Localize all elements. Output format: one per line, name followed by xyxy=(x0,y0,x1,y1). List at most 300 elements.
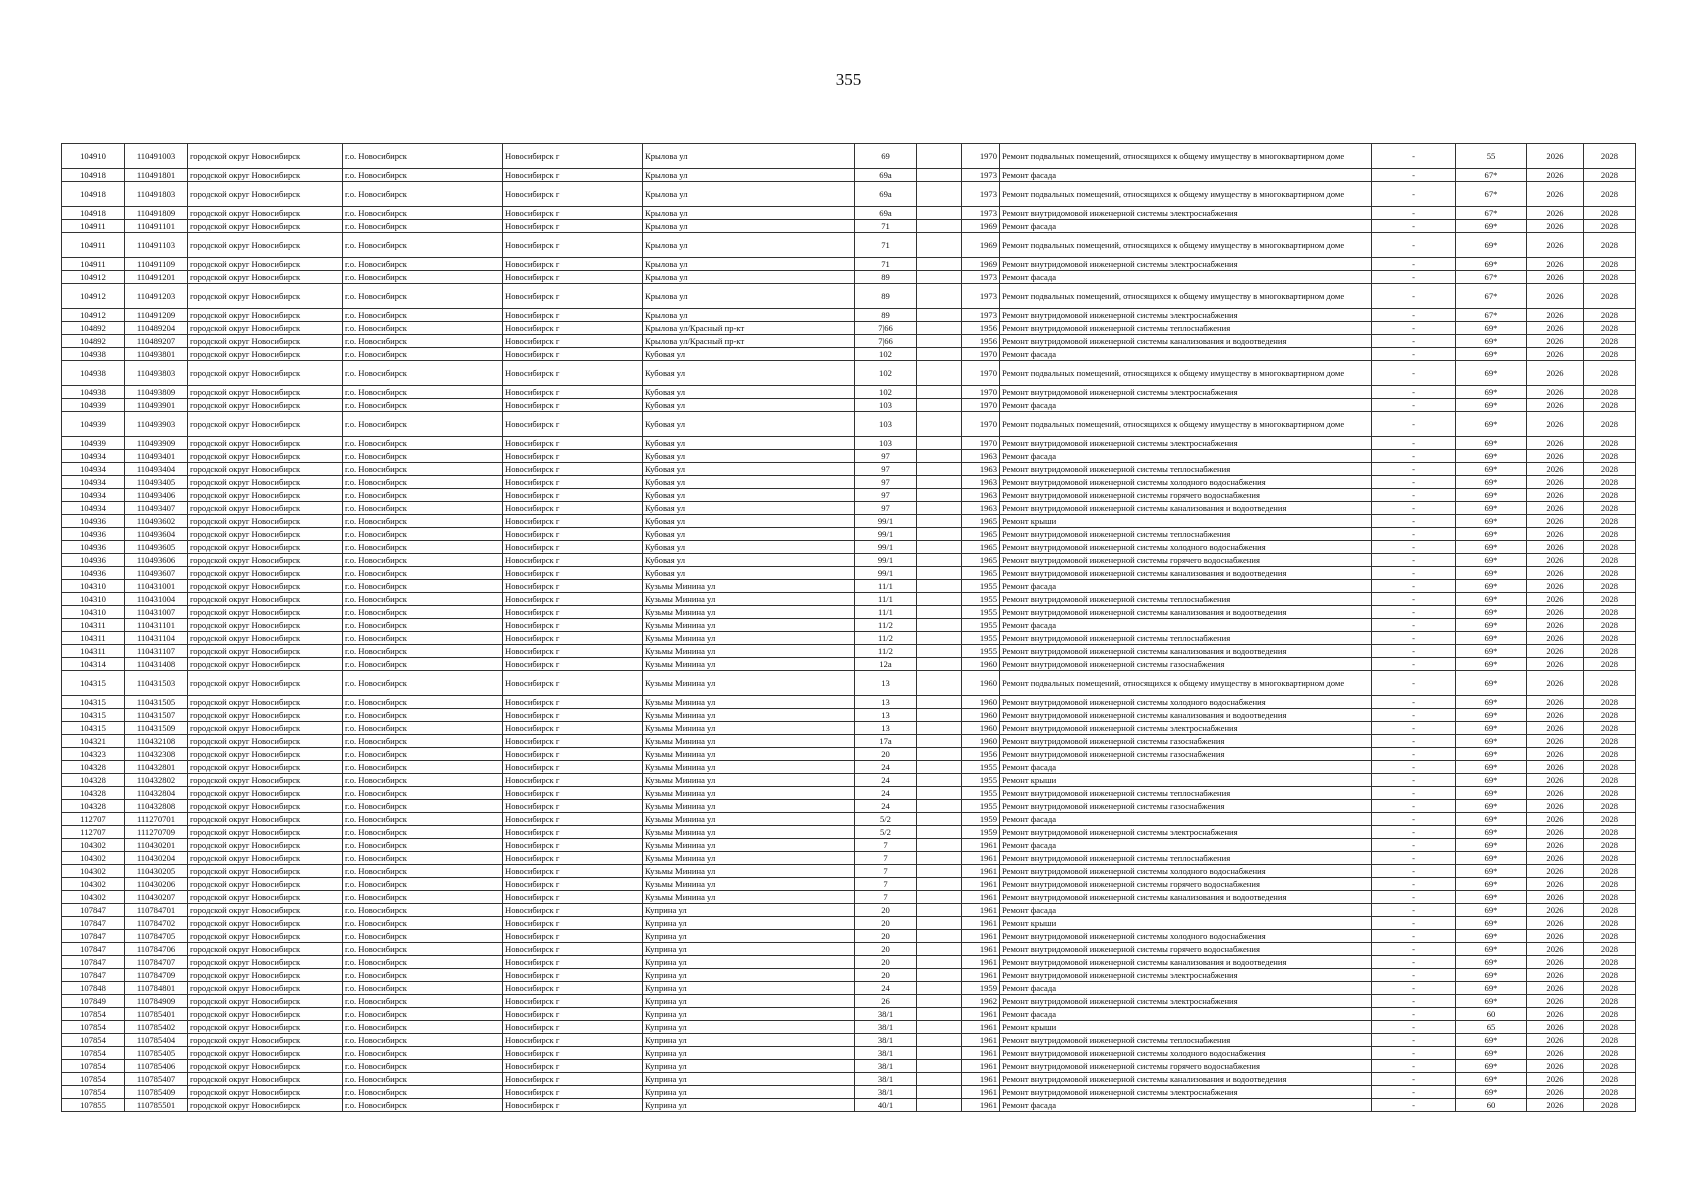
flag-cell: - xyxy=(1372,865,1456,878)
flag-cell: - xyxy=(1372,619,1456,632)
flag-cell: - xyxy=(1372,580,1456,593)
end-year-cell: 2028 xyxy=(1584,1034,1636,1047)
cost-cell: 69* xyxy=(1456,722,1527,735)
street-cell: Кузьмы Минина ул xyxy=(643,593,855,606)
street-cell: Кубовая ул xyxy=(643,437,855,450)
street-cell: Крылова ул xyxy=(643,169,855,182)
house-cell: 7 xyxy=(855,839,917,852)
building-cell xyxy=(917,309,962,322)
work-code-cell: 110431107 xyxy=(125,645,188,658)
flag-cell: - xyxy=(1372,1086,1456,1099)
house-cell: 97 xyxy=(855,450,917,463)
start-year-cell: 2026 xyxy=(1527,839,1584,852)
end-year-cell: 2028 xyxy=(1584,982,1636,995)
work-type-cell: Ремонт фасада xyxy=(1000,271,1372,284)
start-year-cell: 2026 xyxy=(1527,969,1584,982)
year-cell: 1955 xyxy=(962,787,1000,800)
work-code-cell: 110493607 xyxy=(125,567,188,580)
settlement-cell: г.о. Новосибирск xyxy=(343,220,503,233)
building-cell xyxy=(917,489,962,502)
city-cell: Новосибирск г xyxy=(503,322,643,335)
start-year-cell: 2026 xyxy=(1527,593,1584,606)
work-type-cell: Ремонт внутридомовой инженерной системы горячего водоснабжения xyxy=(1000,878,1372,891)
street-cell: Куприна ул xyxy=(643,1086,855,1099)
table-row xyxy=(62,207,1636,220)
building-cell xyxy=(917,930,962,943)
city-cell: Новосибирск г xyxy=(503,904,643,917)
year-cell: 1963 xyxy=(962,489,1000,502)
settlement-cell: г.о. Новосибирск xyxy=(343,554,503,567)
work-code-cell: 110432108 xyxy=(125,735,188,748)
table-row xyxy=(62,182,1636,207)
table-row xyxy=(62,233,1636,258)
city-cell: Новосибирск г xyxy=(503,169,643,182)
cost-cell: 69* xyxy=(1456,1060,1527,1073)
start-year-cell: 2026 xyxy=(1527,1060,1584,1073)
city-cell: Новосибирск г xyxy=(503,800,643,813)
building-cell xyxy=(917,182,962,207)
table-row xyxy=(62,567,1636,580)
street-cell: Куприна ул xyxy=(643,1034,855,1047)
cost-cell: 67* xyxy=(1456,284,1527,309)
settlement-cell: г.о. Новосибирск xyxy=(343,943,503,956)
end-year-cell: 2028 xyxy=(1584,528,1636,541)
work-code-cell: 110491809 xyxy=(125,207,188,220)
table-row xyxy=(62,852,1636,865)
municipality-cell: городской округ Новосибирск xyxy=(188,271,343,284)
year-cell: 1965 xyxy=(962,528,1000,541)
object-id-cell: 104912 xyxy=(62,284,125,309)
cost-cell: 69* xyxy=(1456,541,1527,554)
work-code-cell: 110493909 xyxy=(125,437,188,450)
work-code-cell: 110493602 xyxy=(125,515,188,528)
settlement-cell: г.о. Новосибирск xyxy=(343,580,503,593)
municipality-cell: городской округ Новосибирск xyxy=(188,632,343,645)
street-cell: Кузьмы Минина ул xyxy=(643,645,855,658)
city-cell: Новосибирск г xyxy=(503,761,643,774)
flag-cell: - xyxy=(1372,787,1456,800)
year-cell: 1965 xyxy=(962,515,1000,528)
house-cell: 26 xyxy=(855,995,917,1008)
city-cell: Новосибирск г xyxy=(503,658,643,671)
settlement-cell: г.о. Новосибирск xyxy=(343,852,503,865)
table-row xyxy=(62,722,1636,735)
municipality-cell: городской округ Новосибирск xyxy=(188,348,343,361)
work-code-cell: 110785404 xyxy=(125,1034,188,1047)
object-id-cell: 104311 xyxy=(62,619,125,632)
house-cell: 102 xyxy=(855,386,917,399)
work-type-cell: Ремонт внутридомовой инженерной системы канализования и водоотведения xyxy=(1000,606,1372,619)
street-cell: Кубовая ул xyxy=(643,502,855,515)
municipality-cell: городской округ Новосибирск xyxy=(188,722,343,735)
settlement-cell: г.о. Новосибирск xyxy=(343,632,503,645)
work-type-cell: Ремонт внутридомовой инженерной системы электроснабжения xyxy=(1000,826,1372,839)
street-cell: Кубовая ул xyxy=(643,476,855,489)
house-cell: 102 xyxy=(855,361,917,386)
table-row xyxy=(62,593,1636,606)
object-id-cell: 104892 xyxy=(62,322,125,335)
building-cell xyxy=(917,748,962,761)
work-code-cell: 110430204 xyxy=(125,852,188,865)
start-year-cell: 2026 xyxy=(1527,735,1584,748)
municipality-cell: городской округ Новосибирск xyxy=(188,554,343,567)
work-type-cell: Ремонт внутридомовой инженерной системы горячего водоснабжения xyxy=(1000,489,1372,502)
municipality-cell: городской округ Новосибирск xyxy=(188,787,343,800)
building-cell xyxy=(917,722,962,735)
end-year-cell: 2028 xyxy=(1584,917,1636,930)
year-cell: 1961 xyxy=(962,865,1000,878)
city-cell: Новосибирск г xyxy=(503,709,643,722)
year-cell: 1965 xyxy=(962,554,1000,567)
year-cell: 1960 xyxy=(962,671,1000,696)
end-year-cell: 2028 xyxy=(1584,774,1636,787)
flag-cell: - xyxy=(1372,943,1456,956)
table-row xyxy=(62,169,1636,182)
table-row xyxy=(62,335,1636,348)
repair-schedule-table xyxy=(61,143,1636,1112)
city-cell: Новосибирск г xyxy=(503,386,643,399)
year-cell: 1961 xyxy=(962,930,1000,943)
year-cell: 1961 xyxy=(962,1034,1000,1047)
object-id-cell: 107854 xyxy=(62,1008,125,1021)
start-year-cell: 2026 xyxy=(1527,258,1584,271)
object-id-cell: 104302 xyxy=(62,891,125,904)
object-id-cell: 104328 xyxy=(62,774,125,787)
end-year-cell: 2028 xyxy=(1584,593,1636,606)
work-type-cell: Ремонт крыши xyxy=(1000,1021,1372,1034)
table-row xyxy=(62,1060,1636,1073)
start-year-cell: 2026 xyxy=(1527,1047,1584,1060)
street-cell: Кузьмы Минина ул xyxy=(643,878,855,891)
year-cell: 1955 xyxy=(962,800,1000,813)
house-cell: 38/1 xyxy=(855,1034,917,1047)
building-cell xyxy=(917,671,962,696)
house-cell: 97 xyxy=(855,489,917,502)
settlement-cell: г.о. Новосибирск xyxy=(343,489,503,502)
table-row xyxy=(62,813,1636,826)
table-row xyxy=(62,554,1636,567)
city-cell: Новосибирск г xyxy=(503,271,643,284)
end-year-cell: 2028 xyxy=(1584,865,1636,878)
street-cell: Кубовая ул xyxy=(643,348,855,361)
object-id-cell: 104315 xyxy=(62,709,125,722)
start-year-cell: 2026 xyxy=(1527,182,1584,207)
settlement-cell: г.о. Новосибирск xyxy=(343,541,503,554)
table-row xyxy=(62,839,1636,852)
city-cell: Новосибирск г xyxy=(503,735,643,748)
cost-cell: 69* xyxy=(1456,671,1527,696)
cost-cell: 67* xyxy=(1456,309,1527,322)
table-row xyxy=(62,632,1636,645)
object-id-cell: 104910 xyxy=(62,144,125,169)
table-row xyxy=(62,258,1636,271)
object-id-cell: 104315 xyxy=(62,696,125,709)
work-code-cell: 110491103 xyxy=(125,233,188,258)
house-cell: 99/1 xyxy=(855,554,917,567)
year-cell: 1960 xyxy=(962,722,1000,735)
work-code-cell: 110493901 xyxy=(125,399,188,412)
flag-cell: - xyxy=(1372,800,1456,813)
city-cell: Новосибирск г xyxy=(503,696,643,709)
year-cell: 1955 xyxy=(962,619,1000,632)
start-year-cell: 2026 xyxy=(1527,271,1584,284)
settlement-cell: г.о. Новосибирск xyxy=(343,839,503,852)
flag-cell: - xyxy=(1372,1034,1456,1047)
table-row xyxy=(62,671,1636,696)
street-cell: Куприна ул xyxy=(643,943,855,956)
object-id-cell: 104314 xyxy=(62,658,125,671)
settlement-cell: г.о. Новосибирск xyxy=(343,917,503,930)
work-type-cell: Ремонт подвальных помещений, относящихся к общему имуществу в многоквартирном доме xyxy=(1000,182,1372,207)
work-code-cell: 110491109 xyxy=(125,258,188,271)
year-cell: 1955 xyxy=(962,632,1000,645)
street-cell: Кубовая ул xyxy=(643,450,855,463)
work-type-cell: Ремонт внутридомовой инженерной системы теплоснабжения xyxy=(1000,852,1372,865)
year-cell: 1959 xyxy=(962,826,1000,839)
start-year-cell: 2026 xyxy=(1527,567,1584,580)
flag-cell: - xyxy=(1372,335,1456,348)
start-year-cell: 2026 xyxy=(1527,528,1584,541)
house-cell: 24 xyxy=(855,761,917,774)
municipality-cell: городской округ Новосибирск xyxy=(188,437,343,450)
city-cell: Новосибирск г xyxy=(503,813,643,826)
work-type-cell: Ремонт внутридомовой инженерной системы электроснабжения xyxy=(1000,1086,1372,1099)
work-code-cell: 110493405 xyxy=(125,476,188,489)
flag-cell: - xyxy=(1372,567,1456,580)
street-cell: Куприна ул xyxy=(643,904,855,917)
settlement-cell: г.о. Новосибирск xyxy=(343,735,503,748)
house-cell: 11/2 xyxy=(855,619,917,632)
start-year-cell: 2026 xyxy=(1527,463,1584,476)
street-cell: Кузьмы Минина ул xyxy=(643,722,855,735)
start-year-cell: 2026 xyxy=(1527,943,1584,956)
work-type-cell: Ремонт фасада xyxy=(1000,348,1372,361)
municipality-cell: городской округ Новосибирск xyxy=(188,361,343,386)
year-cell: 1963 xyxy=(962,450,1000,463)
street-cell: Кузьмы Минина ул xyxy=(643,800,855,813)
building-cell xyxy=(917,969,962,982)
work-type-cell: Ремонт фасада xyxy=(1000,904,1372,917)
start-year-cell: 2026 xyxy=(1527,774,1584,787)
cost-cell: 69* xyxy=(1456,554,1527,567)
settlement-cell: г.о. Новосибирск xyxy=(343,463,503,476)
year-cell: 1961 xyxy=(962,917,1000,930)
end-year-cell: 2028 xyxy=(1584,412,1636,437)
start-year-cell: 2026 xyxy=(1527,632,1584,645)
flag-cell: - xyxy=(1372,878,1456,891)
building-cell xyxy=(917,761,962,774)
work-code-cell: 110785406 xyxy=(125,1060,188,1073)
flag-cell: - xyxy=(1372,606,1456,619)
house-cell: 97 xyxy=(855,463,917,476)
start-year-cell: 2026 xyxy=(1527,580,1584,593)
year-cell: 1969 xyxy=(962,220,1000,233)
cost-cell: 69* xyxy=(1456,450,1527,463)
city-cell: Новосибирск г xyxy=(503,748,643,761)
table-row xyxy=(62,284,1636,309)
settlement-cell: г.о. Новосибирск xyxy=(343,322,503,335)
city-cell: Новосибирск г xyxy=(503,982,643,995)
municipality-cell: городской округ Новосибирск xyxy=(188,1021,343,1034)
table-row xyxy=(62,995,1636,1008)
city-cell: Новосибирск г xyxy=(503,1047,643,1060)
cost-cell: 69* xyxy=(1456,335,1527,348)
table-row xyxy=(62,322,1636,335)
flag-cell: - xyxy=(1372,839,1456,852)
municipality-cell: городской округ Новосибирск xyxy=(188,619,343,632)
city-cell: Новосибирск г xyxy=(503,144,643,169)
city-cell: Новосибирск г xyxy=(503,1034,643,1047)
table-row xyxy=(62,619,1636,632)
city-cell: Новосибирск г xyxy=(503,956,643,969)
end-year-cell: 2028 xyxy=(1584,606,1636,619)
start-year-cell: 2026 xyxy=(1527,826,1584,839)
city-cell: Новосибирск г xyxy=(503,671,643,696)
street-cell: Кузьмы Минина ул xyxy=(643,774,855,787)
house-cell: 38/1 xyxy=(855,1008,917,1021)
municipality-cell: городской округ Новосибирск xyxy=(188,528,343,541)
settlement-cell: г.о. Новосибирск xyxy=(343,645,503,658)
work-code-cell: 110491101 xyxy=(125,220,188,233)
work-code-cell: 110785405 xyxy=(125,1047,188,1060)
end-year-cell: 2028 xyxy=(1584,891,1636,904)
city-cell: Новосибирск г xyxy=(503,632,643,645)
year-cell: 1970 xyxy=(962,144,1000,169)
settlement-cell: г.о. Новосибирск xyxy=(343,386,503,399)
city-cell: Новосибирск г xyxy=(503,1060,643,1073)
house-cell: 20 xyxy=(855,930,917,943)
municipality-cell: городской округ Новосибирск xyxy=(188,1034,343,1047)
object-id-cell: 107848 xyxy=(62,982,125,995)
cost-cell: 69* xyxy=(1456,878,1527,891)
work-type-cell: Ремонт внутридомовой инженерной системы газоснабжения xyxy=(1000,735,1372,748)
work-type-cell: Ремонт внутридомовой инженерной системы электроснабжения xyxy=(1000,309,1372,322)
year-cell: 1969 xyxy=(962,233,1000,258)
end-year-cell: 2028 xyxy=(1584,748,1636,761)
work-type-cell: Ремонт фасада xyxy=(1000,169,1372,182)
cost-cell: 69* xyxy=(1456,852,1527,865)
start-year-cell: 2026 xyxy=(1527,1021,1584,1034)
table-row xyxy=(62,1047,1636,1060)
work-type-cell: Ремонт крыши xyxy=(1000,515,1372,528)
municipality-cell: городской округ Новосибирск xyxy=(188,645,343,658)
flag-cell: - xyxy=(1372,709,1456,722)
street-cell: Кузьмы Минина ул xyxy=(643,761,855,774)
flag-cell: - xyxy=(1372,258,1456,271)
work-code-cell: 110493404 xyxy=(125,463,188,476)
end-year-cell: 2028 xyxy=(1584,348,1636,361)
building-cell xyxy=(917,541,962,554)
start-year-cell: 2026 xyxy=(1527,502,1584,515)
object-id-cell: 107854 xyxy=(62,1047,125,1060)
flag-cell: - xyxy=(1372,917,1456,930)
start-year-cell: 2026 xyxy=(1527,619,1584,632)
table-row xyxy=(62,645,1636,658)
work-code-cell: 110430205 xyxy=(125,865,188,878)
building-cell xyxy=(917,207,962,220)
work-code-cell: 110431509 xyxy=(125,722,188,735)
municipality-cell: городской округ Новосибирск xyxy=(188,1008,343,1021)
end-year-cell: 2028 xyxy=(1584,580,1636,593)
settlement-cell: г.о. Новосибирск xyxy=(343,593,503,606)
year-cell: 1961 xyxy=(962,1060,1000,1073)
house-cell: 103 xyxy=(855,437,917,450)
start-year-cell: 2026 xyxy=(1527,322,1584,335)
house-cell: 103 xyxy=(855,399,917,412)
municipality-cell: городской округ Новосибирск xyxy=(188,800,343,813)
settlement-cell: г.о. Новосибирск xyxy=(343,1021,503,1034)
cost-cell: 69* xyxy=(1456,1034,1527,1047)
flag-cell: - xyxy=(1372,322,1456,335)
building-cell xyxy=(917,891,962,904)
table-row xyxy=(62,709,1636,722)
start-year-cell: 2026 xyxy=(1527,852,1584,865)
work-type-cell: Ремонт внутридомовой инженерной системы горячего водоснабжения xyxy=(1000,1060,1372,1073)
city-cell: Новосибирск г xyxy=(503,412,643,437)
work-type-cell: Ремонт внутридомовой инженерной системы электроснабжения xyxy=(1000,258,1372,271)
city-cell: Новосибирск г xyxy=(503,917,643,930)
work-code-cell: 110493903 xyxy=(125,412,188,437)
building-cell xyxy=(917,878,962,891)
house-cell: 97 xyxy=(855,502,917,515)
work-type-cell: Ремонт внутридомовой инженерной системы канализования и водоотведения xyxy=(1000,709,1372,722)
municipality-cell: городской округ Новосибирск xyxy=(188,567,343,580)
year-cell: 1955 xyxy=(962,606,1000,619)
end-year-cell: 2028 xyxy=(1584,144,1636,169)
street-cell: Крылова ул xyxy=(643,271,855,284)
building-cell xyxy=(917,593,962,606)
settlement-cell: г.о. Новосибирск xyxy=(343,813,503,826)
municipality-cell: городской округ Новосибирск xyxy=(188,580,343,593)
start-year-cell: 2026 xyxy=(1527,541,1584,554)
house-cell: 13 xyxy=(855,722,917,735)
house-cell: 71 xyxy=(855,258,917,271)
work-type-cell: Ремонт фасада xyxy=(1000,220,1372,233)
settlement-cell: г.о. Новосибирск xyxy=(343,826,503,839)
settlement-cell: г.о. Новосибирск xyxy=(343,969,503,982)
object-id-cell: 104911 xyxy=(62,233,125,258)
settlement-cell: г.о. Новосибирск xyxy=(343,1099,503,1112)
street-cell: Кубовая ул xyxy=(643,554,855,567)
work-type-cell: Ремонт внутридомовой инженерной системы канализования и водоотведения xyxy=(1000,891,1372,904)
municipality-cell: городской округ Новосибирск xyxy=(188,515,343,528)
object-id-cell: 104310 xyxy=(62,606,125,619)
flag-cell: - xyxy=(1372,361,1456,386)
work-code-cell: 110430201 xyxy=(125,839,188,852)
start-year-cell: 2026 xyxy=(1527,220,1584,233)
building-cell xyxy=(917,943,962,956)
start-year-cell: 2026 xyxy=(1527,309,1584,322)
cost-cell: 65 xyxy=(1456,1021,1527,1034)
municipality-cell: городской округ Новосибирск xyxy=(188,748,343,761)
street-cell: Кузьмы Минина ул xyxy=(643,696,855,709)
municipality-cell: городской округ Новосибирск xyxy=(188,463,343,476)
municipality-cell: городской округ Новосибирск xyxy=(188,813,343,826)
year-cell: 1955 xyxy=(962,774,1000,787)
object-id-cell: 104912 xyxy=(62,271,125,284)
city-cell: Новосибирск г xyxy=(503,969,643,982)
flag-cell: - xyxy=(1372,515,1456,528)
municipality-cell: городской округ Новосибирск xyxy=(188,852,343,865)
settlement-cell: г.о. Новосибирск xyxy=(343,567,503,580)
start-year-cell: 2026 xyxy=(1527,982,1584,995)
work-code-cell: 110784801 xyxy=(125,982,188,995)
municipality-cell: городской округ Новосибирск xyxy=(188,1086,343,1099)
start-year-cell: 2026 xyxy=(1527,956,1584,969)
cost-cell: 69* xyxy=(1456,361,1527,386)
building-cell xyxy=(917,658,962,671)
city-cell: Новосибирск г xyxy=(503,233,643,258)
